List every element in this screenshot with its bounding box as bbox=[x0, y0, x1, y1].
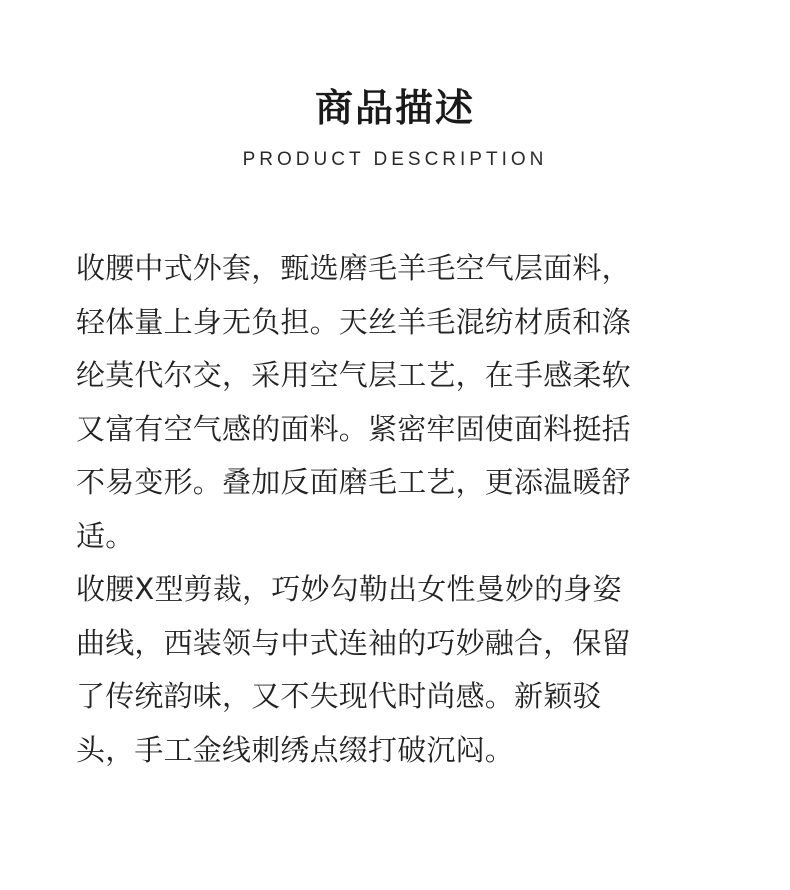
description-line: 曲线，西装领与中式连袖的巧妙融合，保留 bbox=[76, 625, 631, 660]
description-line: 不易变形。叠加反面磨毛工艺，更添温暖舒 bbox=[76, 465, 631, 499]
product-description bbox=[76, 242, 718, 777]
section-header bbox=[0, 82, 790, 172]
description-line: 了传统韵味，又不失现代时尚感。新颖驳 bbox=[76, 679, 602, 713]
description-line: 收腰中式外套，甄选磨毛羊毛空气层面料， bbox=[76, 251, 631, 285]
section-subtitle: PRODUCT DESCRIPTION bbox=[242, 149, 548, 170]
description-line: 收腰X型剪裁，巧妙勾勒出女性曼妙的身姿 bbox=[76, 572, 622, 606]
description-line: 纶莫代尔交，采用空气层工艺，在手感柔软 bbox=[76, 358, 631, 392]
description-line: 头，手工金线刺绣点缀打破沉闷。 bbox=[76, 732, 515, 767]
description-line: 又富有空气感的面料。紧密牢固使面料挺括 bbox=[76, 411, 631, 446]
description-line: 轻体量上身无负担。天丝羊毛混纺材质和涤 bbox=[76, 304, 631, 339]
section-title: 商品描述 bbox=[314, 86, 475, 130]
description-line: 适。 bbox=[76, 518, 135, 553]
